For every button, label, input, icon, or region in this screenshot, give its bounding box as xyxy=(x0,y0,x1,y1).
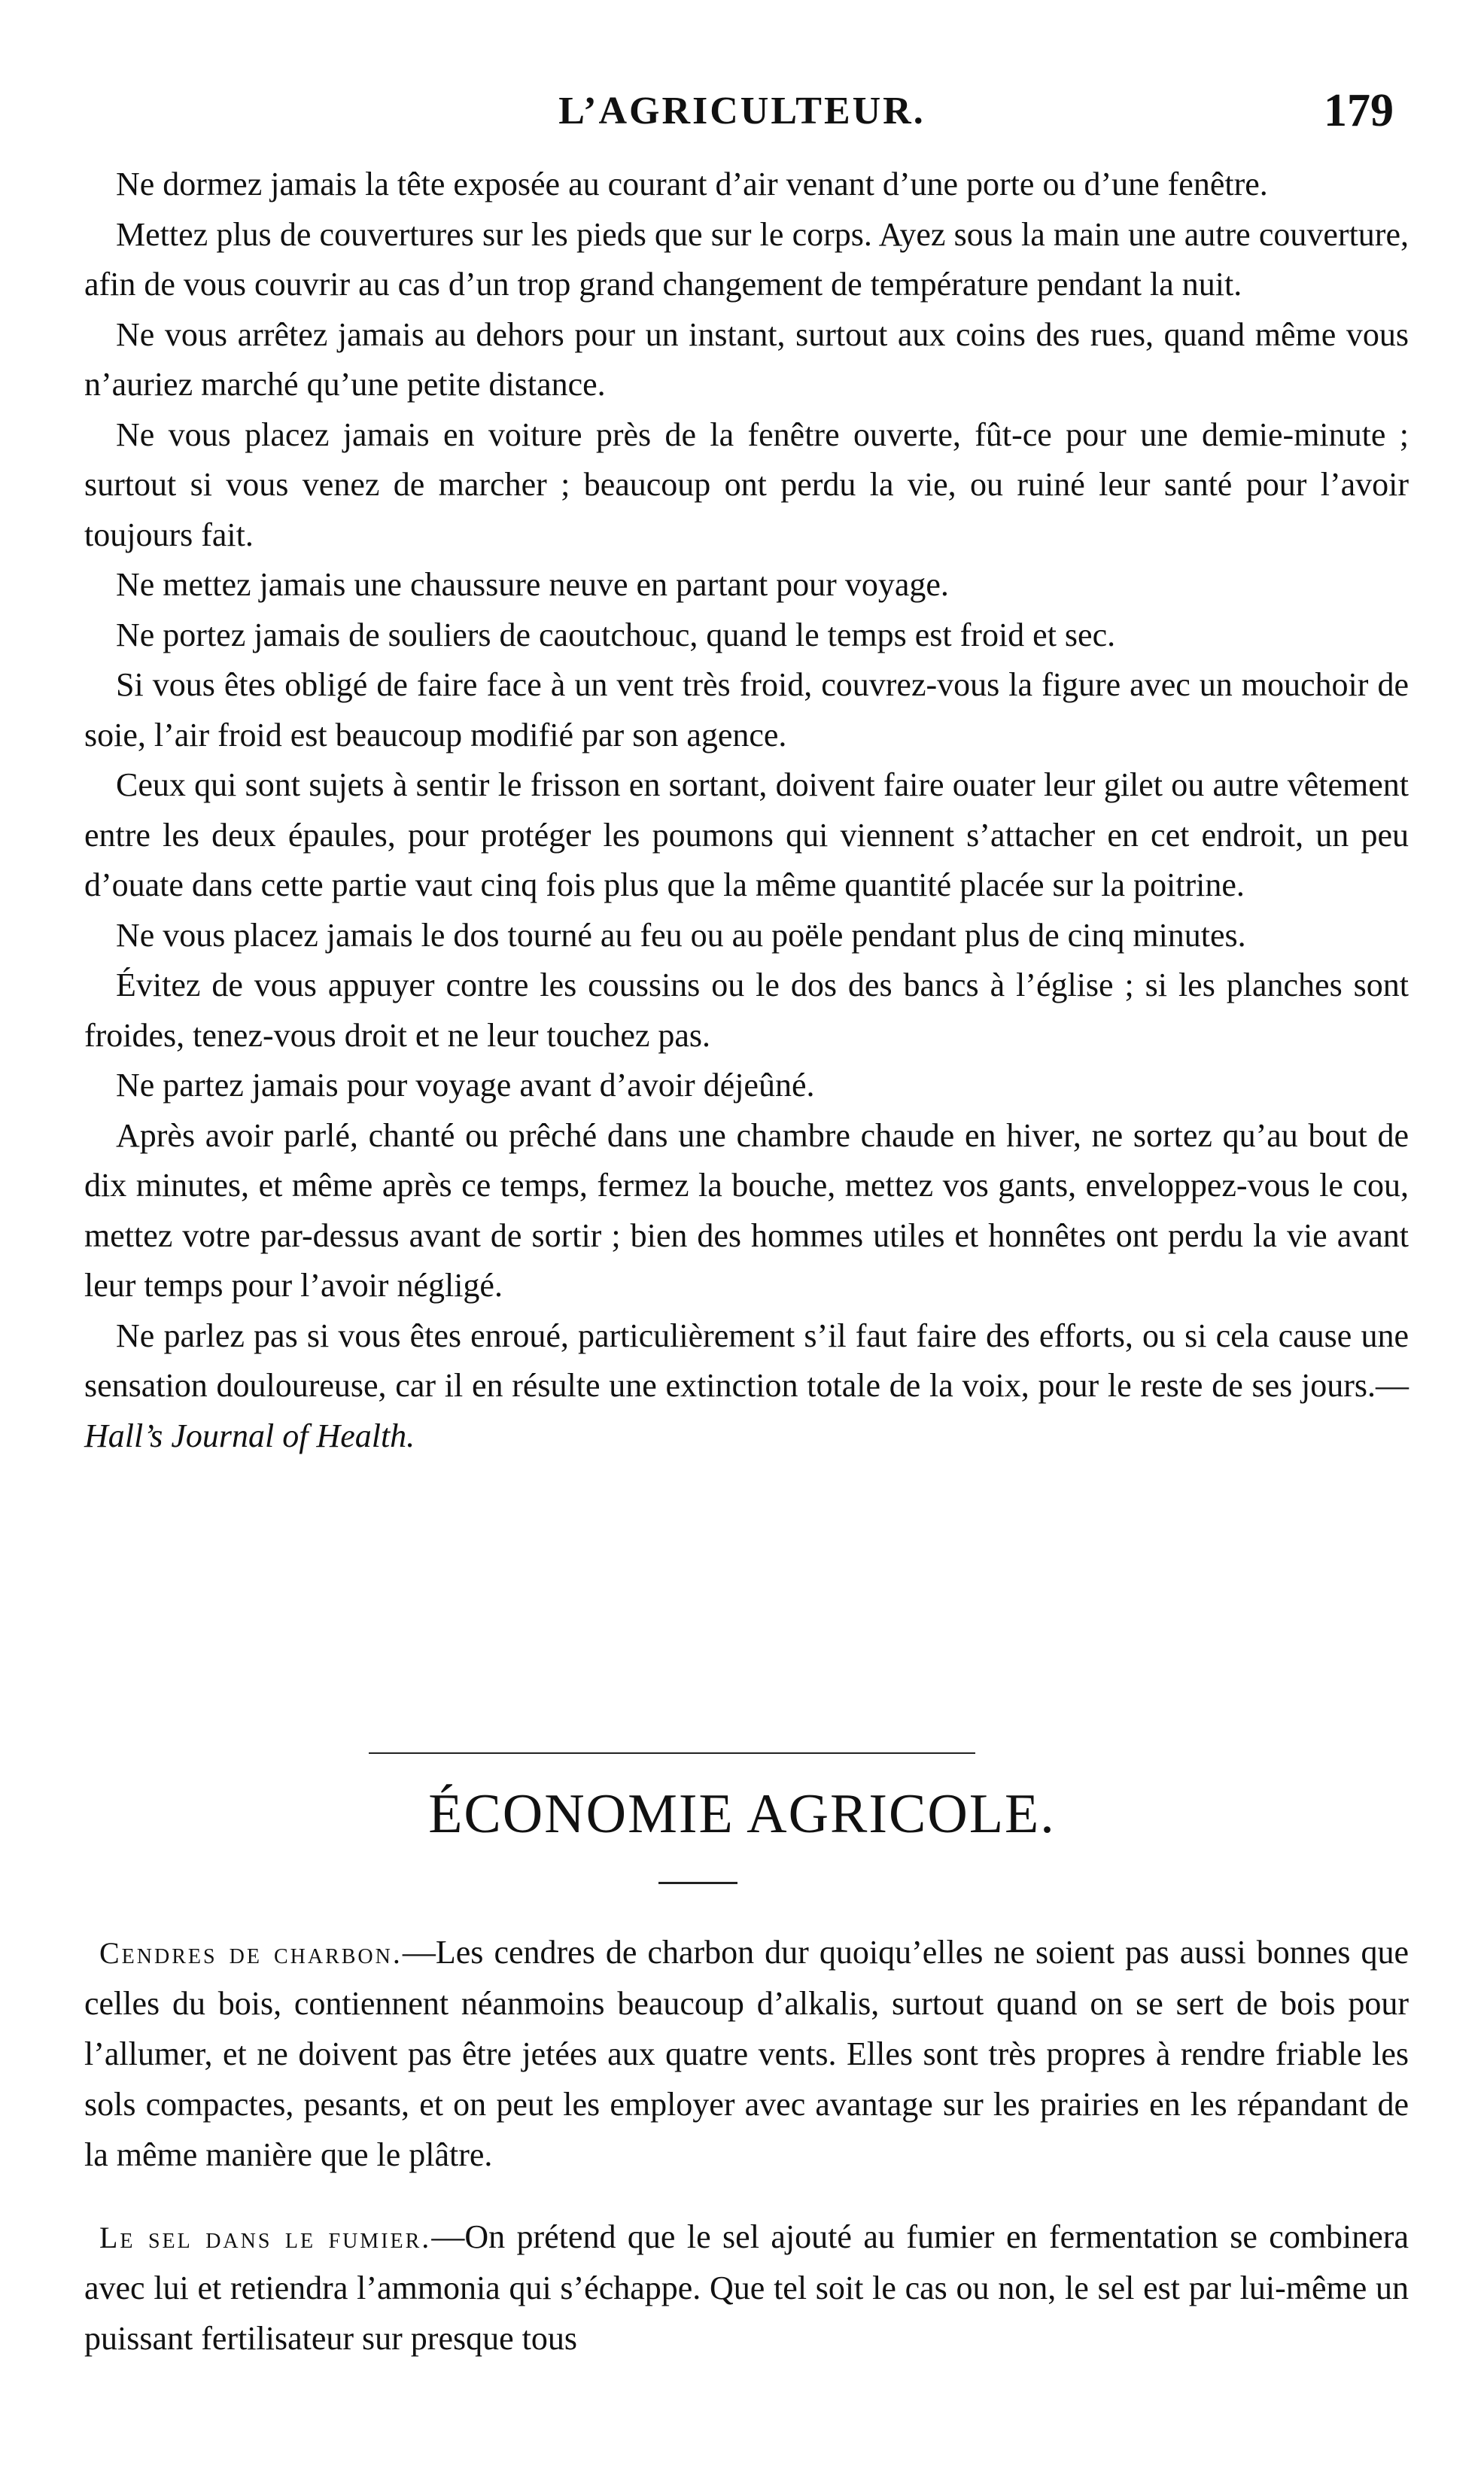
article-text: —Les cendres de charbon dur quoiqu’elles ne soient pas aussi bonnes que celles du bois, contiennent néanmoins beaucoup d’alkalis, surtout quand on se sert de bois pour l’allumer, et ne doivent pas être jetées aux quatre vents. Elles sont très propres à rendre friable les sols compactes, pesants, et on peut les employer avec avantage sur les prairies en les répandant de la même manière que le plâtre. xyxy=(84,1934,1409,2173)
article-heading: Cendres de charbon. xyxy=(99,1936,403,1970)
paragraph: Ne portez jamais de souliers de caoutchouc, quand le temps est froid et sec. xyxy=(116,616,1116,653)
paragraph: Après avoir parlé, chanté ou prêché dans une chambre chaude en hiver, ne sortez qu’au bout de dix minutes, et même après ce temps, fermez la bouche, mettez vos gants, enveloppez-vous le cou, mettez votre par-dessus avant de sortir ; bien des hommes utiles et honnêtes ont perdu la vie avant leur temps pour l’avoir négligé. xyxy=(84,1116,1409,1304)
article-paragraph xyxy=(84,1927,1409,2180)
paragraph: Si vous êtes obligé de faire face à un vent très froid, couvrez-vous la figure avec un mouchoir de soie, l’air froid est beaucoup modifié par son agence. xyxy=(84,666,1409,753)
paragraph: Ne vous arrêtez jamais au dehors pour un instant, surtout aux coins des rues, quand même vous n’auriez marché qu’une petite distance. xyxy=(84,315,1409,403)
paragraph: Évitez de vous appuyer contre les coussins ou le dos des bancs à l’église ; si les planches sont froides, tenez-vous droit et ne leur touchez pas. xyxy=(84,967,1409,1054)
article-heading: Le sel dans le fumier. xyxy=(99,2221,432,2254)
section-title: ÉCONOMIE AGRICOLE. xyxy=(428,1783,1056,1845)
paragraph: Mettez plus de couvertures sur les pieds que sur le corps. Ayez sous la main une autre couverture, afin de vous couvrir au cas d’un trop grand changement de température pendant la nuit. xyxy=(84,215,1409,303)
section-body xyxy=(84,1927,1409,2364)
section-divider xyxy=(369,1752,975,1754)
source-citation: Hall’s Journal of Health. xyxy=(84,1417,415,1454)
page-number: 179 xyxy=(1324,85,1394,136)
paragraph-text: Ne parlez pas si vous êtes enroué, particulièrement s’il faut faire des efforts, ou si cela cause une sensation douloureuse, car il en résulte une extinction totale de la voix, pour le reste de ses jours.— xyxy=(84,1317,1409,1404)
paragraph-with-citation xyxy=(84,1311,1409,1462)
title-underline xyxy=(658,1882,737,1884)
running-title: L’AGRICULTEUR. xyxy=(558,90,926,132)
paragraph: Ne dormez jamais la tête exposée au courant d’air venant d’une porte ou d’une fenêtre. xyxy=(116,166,1268,202)
paragraph: Ceux qui sont sujets à sentir le frisson en sortant, doivent faire ouater leur gilet ou autre vêtement entre les deux épaules, pour protéger les poumons qui viennent s’attacher en cet endroit, un peu d’ouate dans cette partie vaut cinq fois plus que la même quantité placée sur la poitrine. xyxy=(84,766,1409,903)
article-text: —On prétend que le sel ajouté au fumier en fermentation se combinera avec lui et retiendra l’ammonia qui s’échappe. Que tel soit le cas ou non, le sel est par lui-même un puissant fertilisateur sur presque tous xyxy=(84,2218,1409,2357)
paragraph: Ne vous placez jamais le dos tourné au feu ou au poële pendant plus de cinq minutes. xyxy=(116,916,1246,954)
paragraph: Ne vous placez jamais en voiture près de la fenêtre ouverte, fût-ce pour une demie-minute ; surtout si vous venez de marcher ; beaucoup ont perdu la vie, ou ruiné leur santé pour l’avoir toujours fait. xyxy=(84,416,1409,553)
paragraph: Ne partez jamais pour voyage avant d’avoir déjeûné. xyxy=(116,1067,815,1104)
article-paragraph xyxy=(84,2212,1409,2364)
body-text xyxy=(84,160,1409,1461)
paragraph: Ne mettez jamais une chaussure neuve en partant pour voyage. xyxy=(116,566,949,603)
